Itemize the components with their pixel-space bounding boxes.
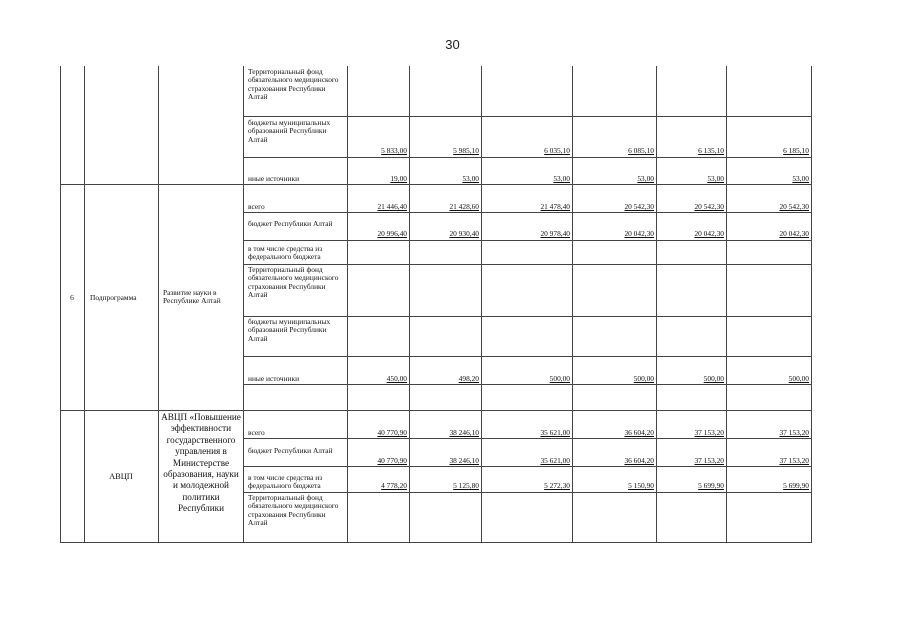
page-number: 30 [445,37,460,52]
value-cell: 36 604,20 [624,428,654,437]
table-border [726,66,727,543]
value-cell: 20 542,30 [694,202,724,211]
source-label: Территориальный фонд обязательного медицинского страхования Республики Алтай [248,67,339,101]
table-border [572,66,573,543]
table-border [811,66,812,543]
value-cell: 53,00 [792,174,809,183]
value-cell: 20 978,40 [540,229,570,238]
value-cell: 20 930,40 [449,229,479,238]
source-label: иные источники [248,374,300,383]
value-cell: 21 478,40 [540,202,570,211]
value-cell: 53,00 [462,174,479,183]
value-cell: 53,00 [637,174,654,183]
value-cell: 20 042,30 [624,229,654,238]
row-divider [243,116,811,117]
value-cell: 35 621,00 [540,456,570,465]
value-cell: 38 246,10 [449,456,479,465]
row-divider [243,466,811,467]
source-label: всего [248,428,265,437]
section-name: Развитие науки в Республике Алтай [163,288,221,306]
source-label: бюджеты муниципальных образований Республики Алтай [248,118,331,144]
section-number: 6 [70,293,74,302]
row-divider [243,212,811,213]
row-divider [243,157,811,158]
row-divider [243,438,811,439]
table-border [84,66,85,543]
table-border [656,66,657,543]
value-cell: 4 778,20 [381,481,407,490]
value-cell: 37 153,20 [779,456,809,465]
value-cell: 5 833,00 [381,146,407,155]
value-cell: 20 996,40 [377,229,407,238]
value-cell: 5 150,90 [628,481,654,490]
value-cell: 500,00 [703,374,724,383]
source-label: бюджет Республики Алтай [248,219,333,228]
table-border [60,66,61,543]
section-name: АВЦП «Повышение эффективности государственного управления в Министерстве образования, науки и молодежной политики Республики [161,412,241,514]
value-cell: 40 770,90 [377,428,407,437]
value-cell: 53,00 [553,174,570,183]
table-border [481,66,482,543]
source-label: Территориальный фонд обязательного медицинского страхования Республики Алтай [248,493,339,527]
value-cell: 36 604,20 [624,456,654,465]
section-status: Подпрограмма [90,293,137,302]
value-cell: 500,00 [549,374,570,383]
table-border [158,66,159,543]
value-cell: 6 085,10 [628,146,654,155]
value-cell: 6 135,10 [698,146,724,155]
row-divider [60,410,811,411]
value-cell: 6 035,10 [544,146,570,155]
value-cell: 40 770,90 [377,456,407,465]
section-status: АВЦП [109,472,133,481]
row-divider [60,184,811,185]
value-cell: 5 699,90 [698,481,724,490]
value-cell: 37 153,20 [779,428,809,437]
value-cell: 6 185,10 [783,146,809,155]
row-divider [60,542,811,543]
value-cell: 5 985,10 [453,146,479,155]
table-border [347,66,348,543]
value-cell: 38 246,10 [449,428,479,437]
value-cell: 5 272,30 [544,481,570,490]
value-cell: 450,00 [386,374,407,383]
table-border [409,66,410,543]
row-divider [243,264,811,265]
value-cell: 498,20 [458,374,479,383]
value-cell: 20 542,30 [624,202,654,211]
value-cell: 20 042,30 [694,229,724,238]
value-cell: 37 153,20 [694,428,724,437]
value-cell: 5 699,90 [783,481,809,490]
value-cell: 5 125,80 [453,481,479,490]
table-border [243,66,244,543]
row-divider [243,384,811,385]
value-cell: 500,00 [788,374,809,383]
value-cell: 21 428,60 [449,202,479,211]
source-label: иные источники [248,174,300,183]
value-cell: 21 446,40 [377,202,407,211]
source-label: бюджет Республики Алтай [248,446,333,455]
value-cell: 37 153,20 [694,456,724,465]
row-divider [243,240,811,241]
value-cell: 20 042,30 [779,229,809,238]
row-divider [243,492,811,493]
value-cell: 20 542,30 [779,202,809,211]
row-divider [243,356,811,357]
source-label: в том числе средства из федерального бюджета [248,244,323,262]
source-label: в том числе средства из федерального бюджета [248,473,323,491]
value-cell: 53,00 [707,174,724,183]
value-cell: 35 621,00 [540,428,570,437]
source-label: Территориальный фонд обязательного медицинского страхования Республики Алтай [248,265,339,299]
value-cell: 500,00 [633,374,654,383]
source-label: всего [248,202,265,211]
source-label: бюджеты муниципальных образований Республики Алтай [248,317,331,343]
value-cell: 19,00 [390,174,407,183]
